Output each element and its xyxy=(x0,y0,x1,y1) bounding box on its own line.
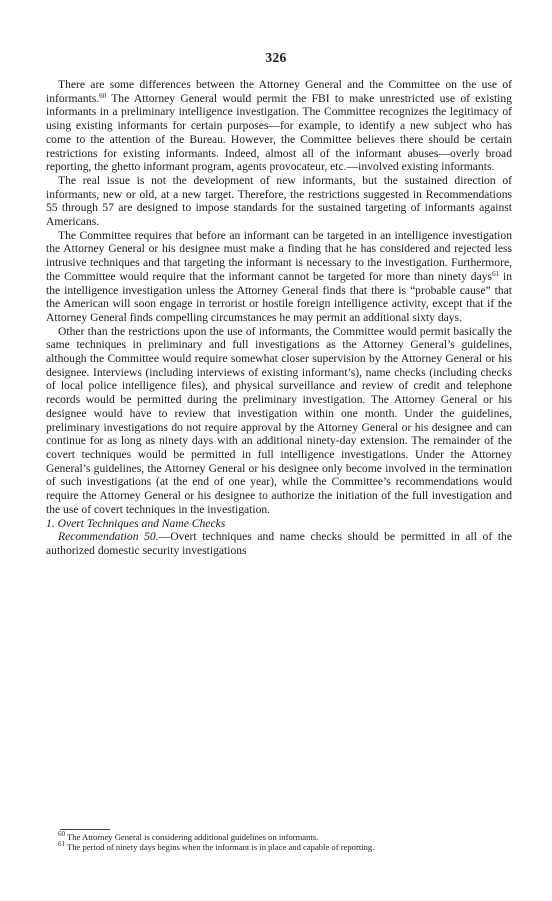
page-number: 326 xyxy=(265,50,287,65)
recommendation-text: —Overt techniques and name checks should be permitted in all of the authorized domestic security investigations xyxy=(46,530,512,557)
recommendation-lead: Recommendation 50. xyxy=(58,530,159,544)
paragraph-1 xyxy=(46,78,512,174)
body-text xyxy=(46,78,512,558)
footnote-divider xyxy=(60,829,110,830)
paragraph-text: The Committee requires that before an informant can be targeted in an intelligence investigation the Attorney General or his designee must make a finding that he has considered and rejected less intrusive techniques and that targeting the informant is necessary to the investigation. Furthermore, the Committee would require that the informant cannot be targeted for more than ninety days xyxy=(46,228,512,283)
paragraph-4 xyxy=(46,325,512,517)
paragraph-2 xyxy=(46,174,512,229)
footnote-text: The Attorney General is considering additional guidelines on informants. xyxy=(65,832,319,842)
recommendation-paragraph xyxy=(46,530,512,557)
paragraph-3 xyxy=(46,229,512,325)
footnote-ref-60: 60 xyxy=(99,91,107,100)
section-heading: 1. Overt Techniques and Name Checks xyxy=(46,516,226,530)
paragraph-text: The Attorney General would permit the FBI to make unrestricted use of existing informants in a preliminary intelligence investigation. The Committee recognizes the legitimacy of using existing informants for certain purposes—for example, to identify a new subject who has come to the attention of the Bureau. However, the Committee believes there should be certain restrictions for existing informants. Indeed, almost all of the informant abuses—overly broad reporting, the ghetto informant program, agents provocateur, etc.—involved existing informants. xyxy=(46,91,512,174)
footnote-number: 61 xyxy=(58,840,65,849)
paragraph-text: in the intelligence investigation unless the Attorney General finds that there is “probable cause” that the American will soon engage in terrorist or hostile foreign intelligence activity, except that if the Attorney General finds compelling circumstances he may permit an additional sixty days. xyxy=(46,269,512,324)
footnote-ref-61: 61 xyxy=(492,269,500,278)
footnote-60 xyxy=(46,832,512,842)
footnote-text: The period of ninety days begins when the informant is in place and capable of reporting. xyxy=(65,842,375,853)
footnote-number: 60 xyxy=(58,830,65,838)
paragraph-text: Other than the restrictions upon the use of informants, the Committee would permit basically the same techniques in preliminary and full investigations as the Attorney General’s guidelines, although the Committee would require somewhat closer supervision by the Attorney General or his designee. Interviews (including interviews of existing informant’s), name checks (including checks of local police intelligence files), and physical surveillance and review of credit and telephone records would be permitted during the preliminary investigation. The Attorney General or his designee would have to review that investigation within one month. Under the guidelines, preliminary investigations do not require approval by the Attorney General or his designee and can continue for as long as ninety days with an additional ninety-day extension. The remainder of the covert techniques would be permitted in full intelligence investigations. Under the Attorney General’s guidelines, the Attorney General or his designee only become involved in the termination of such investigations (at the end of one year), while the Committee’s recommendations would require the Attorney General or his designee to authorize the initiation of the full investigation and the use of covert techniques in the investigation. xyxy=(46,324,512,516)
paragraph-text: There are some differences between the Attorney General and the Committee on the use of informants. xyxy=(46,78,512,105)
footnote-61 xyxy=(46,842,512,852)
footnotes xyxy=(46,832,512,853)
paragraph-text: The real issue is not the development of new informants, but the sustained direction of informants, new or old, at a new target. Therefore, the restrictions suggested in Recommendations 55 through 57 are designed to impose standards for the sustained targeting of informants against Americans. xyxy=(46,173,512,229)
